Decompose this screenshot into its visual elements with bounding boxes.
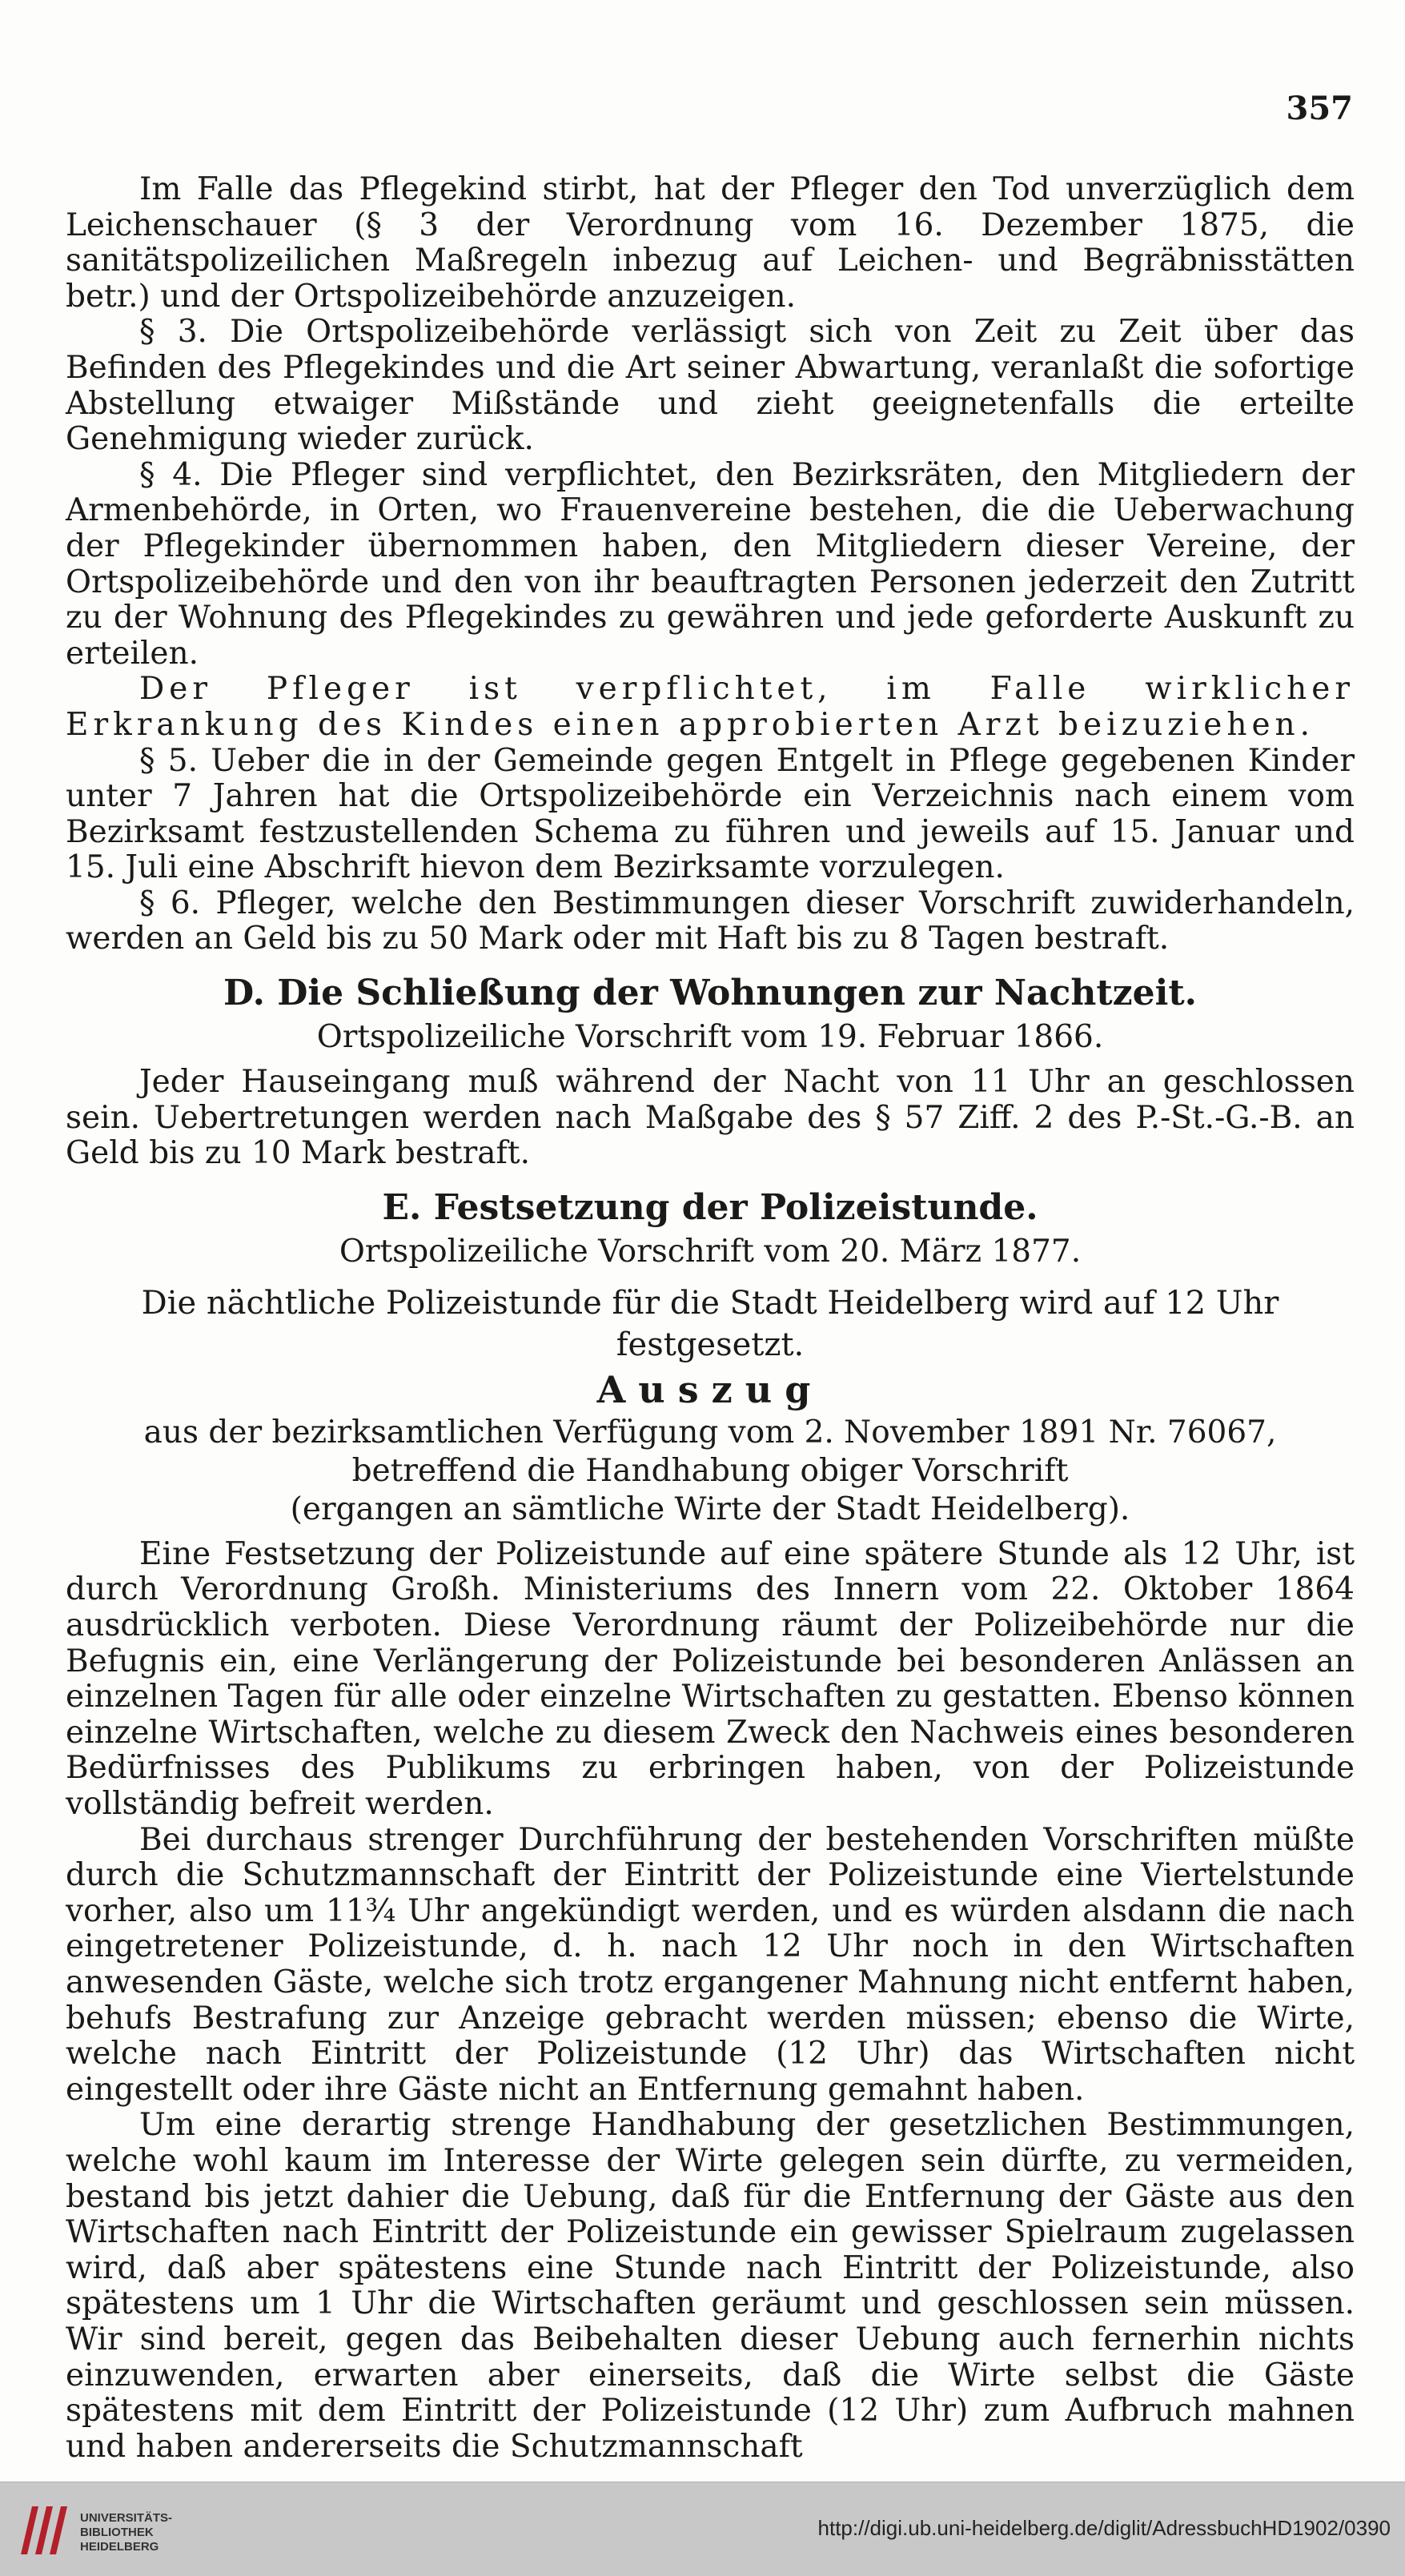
section-e-title: E. Festsetzung der Polizeistunde. — [382, 1186, 1038, 1228]
university-seal-icon — [14, 2498, 70, 2562]
paragraph-pfleger-arzt: Der Pfleger ist verpflichtet, im Falle wirklicher Erkrankung des Kindes einen approbierten Arzt beizuziehen. — [66, 671, 1355, 743]
viewer-footer — [0, 2482, 1405, 2576]
section-e-text: Die nächtliche Polizeistunde für die Stadt Heidelberg wird auf 12 Uhr festgesetzt. — [141, 1284, 1279, 1363]
auszug-paragraph-1: Eine Festsetzung der Polizeistunde auf eine spätere Stunde als 12 Uhr, ist durch Verordnung Großh. Ministeriums des Innern vom 22. Oktober 1864 ausdrücklich verboten. Diese Verordnung räumt der Polizeibehörde nur die Befugnis ein, eine Verlängerung der Polizeistunde bei besonderen Anlässen an einzelnen Tagen für alle oder einzelne Wirtschaften zu gestatten. Ebenso können einzelne Wirtschaften, welche zu diesem Zweck den Nachweis eines besonderen Bedürfnisses des Publikums zu erbringen haben, von der Polizeistunde vollständig befreit werden. — [66, 1535, 1355, 1822]
section-d-text: Jeder Hauseingang muß während der Nacht von 11 Uhr an geschlossen sein. Uebertretungen werden nach Maßgabe des § 57 Ziff. 2 des P.-St.-G.-B. an Geld bis zu 10 Mark bestraft. — [66, 1064, 1355, 1172]
library-name-line-1: UNIVERSITÄTS- — [80, 2511, 173, 2525]
paragraph-pflegekind-tod: Im Falle das Pflegekind stirbt, hat der Pfleger den Tod unverzüglich dem Leichenschauer (§ 3 der Verordnung vom 16. Dezember 1875, die sanitätspolizeilichen Maßregeln inbezug auf Leichen- und Begräbnisstätten betr.) und der Ortspolizeibehörde anzuzeigen. — [66, 171, 1355, 315]
auszug-paragraph-2: Bei durchaus strenger Durchführung der bestehenden Vorschriften müßte durch die Schutzmannschaft der Eintritt der Polizeistunde eine Viertelstunde vorher, also um 11¾ Uhr angekündigt werden, und es würden alsdann die nach eingetretener Polizeistunde, d. h. nach 12 Uhr noch in den Wirtschaften anwesenden Gäste, welche sich trotz ergangener Mahnung nicht entfernt haben, behufs Bestrafung zur Anzeige gebracht werden müssen; ebenso die Wirte, welche nach Eintritt der Polizeistunde (12 Uhr) das Wirtschaften nicht eingestellt oder ihre Gäste nicht an Entfernung gemahnt haben. — [66, 1821, 1355, 2108]
auszug-line-3: (ergangen an sämtliche Wirte der Stadt Heidelberg). — [290, 1491, 1130, 1527]
paragraph-section-5: § 5. Ueber die in der Gemeinde gegen Entgelt in Pflege gegebenen Kinder unter 7 Jahren hat die Ortspolizeibehörde ein Verzeichnis nach einem vom Bezirksamt festzustellenden Schema zu führen und jeweils auf 15. Januar und 15. Juli eine Abschrift hievon dem Bezirksamte vorzulegen. — [66, 742, 1355, 886]
section-d-title: D. Die Schließung der Wohnungen zur Nachtzeit. — [223, 973, 1197, 1014]
auszug-line-2: betreffend die Handhabung obiger Vorschrift — [351, 1452, 1069, 1489]
auszug-heading: Auszug — [596, 1367, 824, 1411]
library-name-line-3: HEIDELBERG — [80, 2540, 159, 2554]
library-name-line-2: BIBLIOTHEK — [80, 2526, 154, 2539]
auszug-paragraph-3: Um eine derartig strenge Handhabung der gesetzlichen Bestimmungen, welche wohl kaum im Interesse der Wirte gelegen sein dürfte, zu vermeiden, bestand bis jetzt dahier die Uebung, daß für die Entfernung der Gäste aus den Wirtschaften nach Eintritt der Polizeistunde ein gewisser Spielraum zugelassen wird, daß aber spätestens eine Stunde nach Eintritt der Polizeistunde, also spätestens um 1 Uhr die Wirtschaften geräumt und geschlossen sein müssen. Wir sind bereit, gegen das Beibehalten dieser Uebung auch fernerhin nichts einzuwenden, erwarten aber einerseits, daß die Wirte selbst die Gäste spätestens mit dem Eintritt der Polizeistunde (12 Uhr) zum Aufbruch mahnen und haben andererseits die Schutzmannschaft — [66, 2107, 1355, 2465]
page-number: 357 — [1286, 90, 1353, 127]
paragraph-section-3: § 3. Die Ortspolizeibehörde verlässigt sich von Zeit zu Zeit über das Befinden des Pflegekindes und die Art seiner Abwartung, veranlaßt die sofortige Abstellung etwaiger Mißstände und zieht geeignetenfalls die erteilte Genehmigung wieder zurück. — [66, 314, 1355, 458]
section-d-subtitle: Ortspolizeiliche Vorschrift vom 19. Februar 1866. — [316, 1019, 1104, 1056]
source-url-link[interactable]: http://digi.ub.uni-heidelberg.de/diglit/AdressbuchHD1902/0390 — [817, 2516, 1391, 2540]
library-name — [80, 2511, 172, 2554]
auszug-line-1: aus der bezirksamtlichen Verfügung vom 2. November 1891 Nr. 76067, — [143, 1414, 1277, 1451]
page-content — [66, 172, 1355, 2465]
paragraph-section-4: § 4. Die Pfleger sind verpflichtet, den Bezirksräten, den Mitgliedern der Armenbehörde, in Orten, wo Frauenvereine bestehen, die die Ueberwachung der Pflegekinder übernommen haben, den Mitgliedern dieser Vereine, der Ortspolizeibehörde und den von ihr beauftragten Personen jederzeit den Zutritt zu der Wohnung des Pflegekindes zu gewähren und jede geforderte Auskunft zu erteilen. — [66, 456, 1355, 672]
paragraph-section-6: § 6. Pfleger, welche den Bestimmungen dieser Vorschrift zuwiderhandeln, werden an Geld bis zu 50 Mark oder mit Haft bis zu 8 Tagen bestraft. — [66, 885, 1355, 957]
section-e-subtitle: Ortspolizeiliche Vorschrift vom 20. März 1877. — [339, 1233, 1082, 1270]
